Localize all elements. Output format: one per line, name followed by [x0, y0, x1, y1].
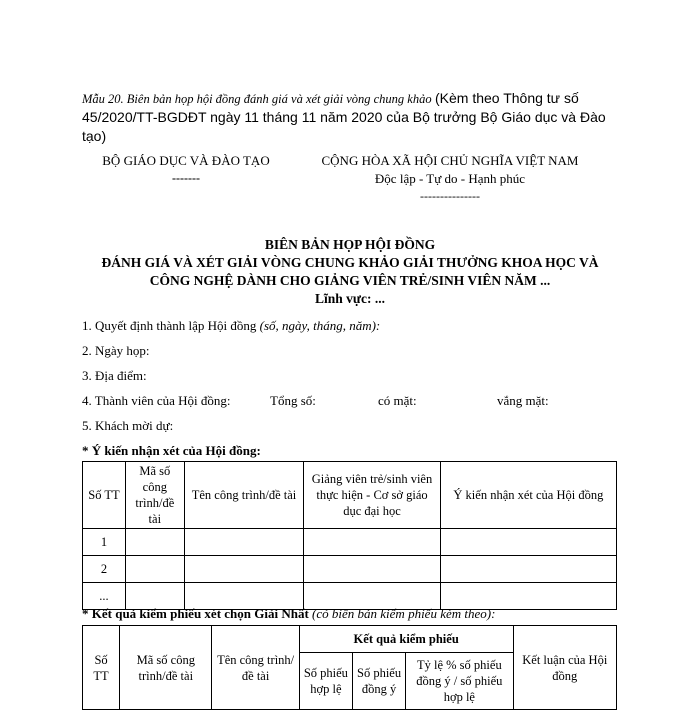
- table-cell[interactable]: [440, 556, 616, 583]
- field-location: 3. Địa điểm:: [82, 368, 147, 383]
- title-line-1: BIÊN BẢN HỌP HỘI ĐỒNG: [264, 237, 436, 252]
- col-conclusion: Kết luận của Hội đồng: [513, 626, 616, 710]
- table-row: [83, 529, 617, 556]
- title-line-2: ĐÁNH GIÁ VÀ XÉT GIẢI VÒNG CHUNG KHẢO GIẢI THƯỞNG KHOA HỌC VÀ: [101, 255, 599, 270]
- field-members-label: 4. Thành viên của Hội đồng:: [82, 393, 231, 408]
- section-first-prize-label: * Kết quả kiểm phiếu xét chọn Giải Nhất: [82, 606, 309, 621]
- table-cell[interactable]: [304, 556, 440, 583]
- col-ratio: Tỷ lệ % số phiếu đồng ý / số phiếu hợp lệ: [406, 653, 513, 710]
- row-number: 2: [83, 556, 126, 583]
- col-group-votes: Kết quả kiểm phiếu: [299, 626, 513, 653]
- table-cell[interactable]: [184, 529, 304, 556]
- col-stt: Số TT: [83, 626, 120, 710]
- ministry-name: BỘ GIÁO DỤC VÀ ĐÀO TẠO: [102, 153, 270, 168]
- field-guests: 5. Khách mời dự:: [82, 418, 174, 433]
- national-motto: Độc lập - Tự do - Hạnh phúc: [374, 171, 526, 186]
- title-line-3: CÔNG NGHỆ DÀNH CHO GIẢNG VIÊN TRẺ/SINH VIÊN NĂM ...: [149, 273, 551, 288]
- row-number: ...: [83, 583, 126, 610]
- col-author: Giảng viên trẻ/sinh viên thực hiện - Cơ sở giáo dục đại học: [304, 462, 440, 529]
- table-row: [83, 556, 617, 583]
- col-stt: Số TT: [83, 462, 126, 529]
- col-name: Tên công trình/đề tài: [212, 626, 299, 710]
- field-decision-label: 1. Quyết định thành lập Hội đồng: [82, 318, 257, 333]
- section-council-comments: * Ý kiến nhận xét của Hội đồng:: [82, 443, 261, 458]
- form-title: Mẫu 20. Biên bản họp hội đồng đánh giá và xét giải vòng chung khảo: [82, 92, 432, 106]
- section-first-prize-hint: (có biên bản kiểm phiếu kèm theo):: [312, 606, 496, 621]
- field-members-present: có mặt:: [378, 393, 417, 408]
- col-comments: Ý kiến nhận xét của Hội đồng: [440, 462, 616, 529]
- table-cell[interactable]: [184, 556, 304, 583]
- motto-underline: ---------------: [420, 189, 480, 203]
- table-cell[interactable]: [304, 529, 440, 556]
- field-decision-hint: (số, ngày, tháng, năm):: [259, 318, 381, 333]
- comments-table: [82, 461, 617, 610]
- col-agree: Số phiếu đồng ý: [352, 653, 405, 710]
- table-header-row: [83, 626, 617, 653]
- col-code: Mã số công trình/đề tài: [120, 626, 212, 710]
- ministry-dash: -------: [172, 171, 200, 185]
- table-cell[interactable]: [440, 529, 616, 556]
- form-reference: (Kèm theo Thông tư số 45/2020/TT-BGDĐT ngày 11 tháng 11 năm 2020 của Bộ trưởng Bộ Giáo dục và Đào tạo): [82, 90, 606, 144]
- form-intro: [82, 89, 622, 146]
- ministry-header: [96, 153, 276, 186]
- table-header-row: [83, 462, 617, 529]
- table-cell[interactable]: [125, 556, 184, 583]
- table-cell[interactable]: [125, 529, 184, 556]
- country-name: CỘNG HÒA XÃ HỘI CHỦ NGHĨA VIỆT NAM: [321, 153, 579, 168]
- col-code: Mã số công trình/đề tài: [125, 462, 184, 529]
- col-name: Tên công trình/đề tài: [184, 462, 304, 529]
- field-decision: [82, 318, 380, 334]
- field-meeting-date: 2. Ngày họp:: [82, 343, 150, 358]
- col-valid: Số phiếu hợp lệ: [299, 653, 352, 710]
- title-field: Lĩnh vực: ...: [315, 291, 385, 306]
- vote-result-table: [82, 625, 617, 710]
- field-members-absent: vắng mặt:: [497, 393, 549, 408]
- row-number: 1: [83, 529, 126, 556]
- document-title: [80, 236, 620, 308]
- national-header: [305, 153, 595, 204]
- section-first-prize-votes: [82, 606, 495, 622]
- field-members-total: Tổng số:: [270, 393, 316, 408]
